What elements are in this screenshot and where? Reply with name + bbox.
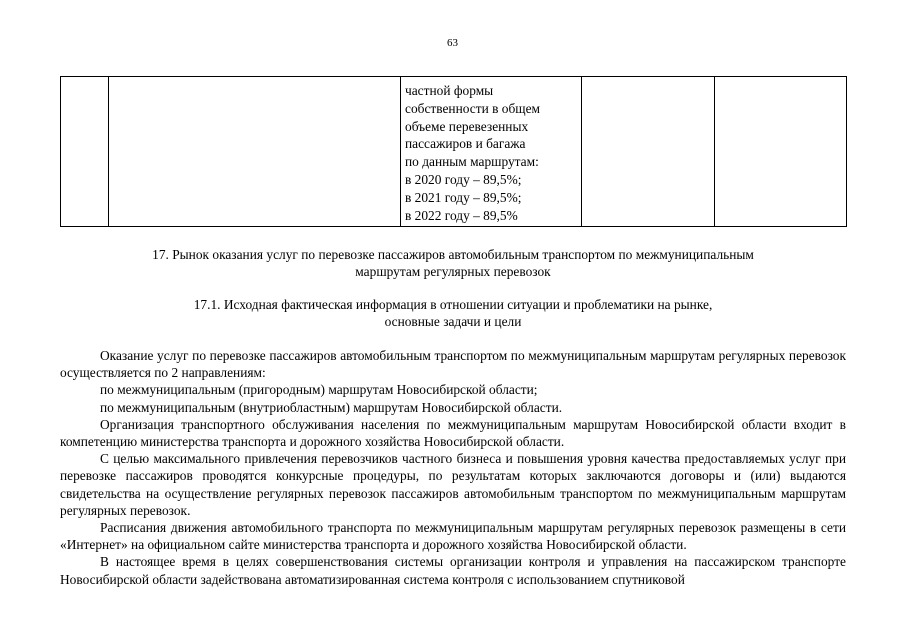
table-cell-line: в 2022 году – 89,5% (405, 207, 518, 223)
table-cell-deadline (582, 77, 715, 227)
body-text (60, 347, 846, 588)
table-cell-line: частной формы (405, 83, 494, 98)
table-cell-number (61, 77, 109, 227)
table-cell-indicator (401, 77, 582, 227)
paragraph: по межмуниципальным (внутриобластным) маршрутам Новосибирской области. (100, 399, 563, 415)
continuation-table (60, 76, 847, 227)
paragraph: Организация транспортного обслуживания населения по межмуниципальным маршрутам Новосибирской области входит в компетенцию министерства транспорта и дорожного хозяйства Новосибирской области. (60, 416, 846, 450)
subsection-heading (60, 296, 846, 330)
paragraph: по межмуниципальным (пригородным) маршрутам Новосибирской области; (100, 382, 538, 398)
table-cell-line: пассажиров и багажа (405, 136, 526, 152)
table-cell-name (109, 77, 401, 227)
table-cell-line: в 2021 году – 89,5%; (405, 189, 522, 205)
table-cell-line: собственности в общем (405, 100, 541, 116)
section-heading-line: 17. Рынок оказания услуг по перевозке пассажиров автомобильным транспортом по межмуниципальным (152, 247, 754, 262)
subsection-heading-line: основные задачи и цели (384, 314, 522, 329)
paragraph: Оказание услуг по перевозке пассажиров автомобильным транспортом по межмуниципальным маршрутам регулярных перевозок осуществляется по 2 направлениям: (60, 348, 846, 381)
table-cell-responsible (715, 77, 847, 227)
paragraph: С целью максимального привлечения перевозчиков частного бизнеса и повышения уровня качества предоставляемых услуг при перевозке пассажиров проводятся конкурсные процедуры, по результатам которых заключаются договоры и (или) выдаются свидетельства на осуществление регулярных перевозок пассажиров автомобильным транспортом по межмуниципальным маршрутам регулярных перевозок. (60, 451, 846, 518)
section-heading-line: маршрутам регулярных перевозок (355, 264, 551, 279)
table-cell-line: объеме перевезенных (405, 118, 529, 134)
table-row (61, 77, 847, 227)
paragraph: Расписания движения автомобильного транспорта по межмуниципальным маршрутам регулярных перевозок размещены в сети «Интернет» на официальном сайте министерства транспорта и дорожного хозяйства Новосибирской области. (60, 520, 846, 553)
paragraph: В настоящее время в целях совершенствования системы организации контроля и управления на пассажирском транспорте Новосибирской области задействована автоматизированная система контроля с использованием спутниковой (60, 554, 846, 587)
table-cell-line: по данным маршрутам: (405, 154, 539, 170)
subsection-heading-line: 17.1. Исходная фактическая информация в отношении ситуации и проблематики на рынке, (193, 297, 713, 312)
table-cell-line: в 2020 году – 89,5%; (405, 171, 522, 187)
section-heading (60, 246, 846, 280)
page-number: 63 (447, 37, 458, 49)
